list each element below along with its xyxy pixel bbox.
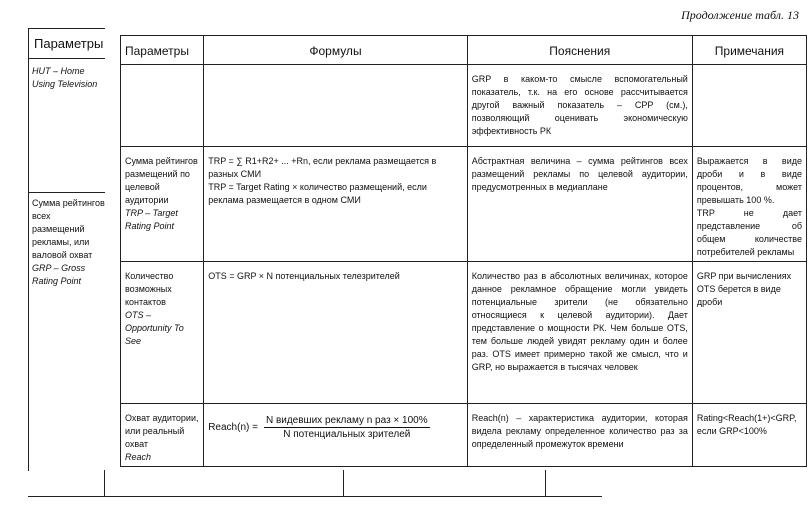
column-divider-2 (343, 470, 344, 496)
background-grp-cell (29, 192, 105, 288)
background-table-page (28, 28, 105, 471)
reach-param-abbr: Reach (125, 452, 152, 462)
header-formulas: Формулы (204, 36, 468, 65)
trp-formula-cell: TRP = ∑ R1+R2+ ... +Rn, если реклама размещается в разных СМИ TRP = Target Rating × количество размещений, если реклама размещается в одном СМИ (204, 147, 468, 262)
column-divider-3 (545, 470, 546, 496)
reach-formula-denominator: N потенциальных зрителей (283, 429, 411, 440)
column-divider-1 (104, 470, 105, 496)
trp-explanation-cell: Абстрактная величина – сумма рейтингов всех размещений рекламы по целевой аудитории, предусмотренных в медиаплане (467, 147, 692, 262)
table-row-ots (121, 262, 807, 404)
reach-formula (208, 406, 463, 441)
header-parameters: Параметры (121, 36, 204, 65)
table-row-trp (121, 147, 807, 262)
trp-param-abbr: TRP – Target Rating Point (125, 208, 178, 231)
background-grp-name: Сумма рейтингов всех размещений рекламы, или валовой охват (32, 198, 105, 260)
reach-formula-numerator: N видевших рекламу n раз × 100% (265, 415, 428, 426)
table-row-grp-continued (121, 65, 807, 147)
background-table-header: Параметры (29, 29, 105, 59)
reach-formula-fraction (264, 414, 430, 441)
reach-explanation-cell: Reach(n) – характеристика аудитории, которая видела рекламу определенное количество раз за определенный промежуток времени (467, 404, 692, 467)
reach-note-cell: Rating<Reach(1+)<GRP, если GRP<100% (692, 404, 806, 467)
ots-param-abbr: OTS – Opportunity To See (125, 310, 184, 346)
grp-param-cell (121, 65, 204, 147)
table-row-reach (121, 404, 807, 467)
background-grp-abbr: GRP – Gross Rating Point (32, 263, 86, 286)
grp-explanation-cell: GRP в каком-то смысле вспомогательный показатель, т.к. на его основе рассчитывается другой важный показатель – CPP (см.), позволяющий оценивать экономическую эффективность РК (467, 65, 692, 147)
header-notes: Примечания (692, 36, 806, 65)
table-continuation-caption: Продолжение табл. 13 (681, 8, 799, 22)
ots-param-name: Количество возможных контактов (125, 271, 174, 307)
reach-formula-cell (204, 404, 468, 467)
grp-note-cell (692, 65, 806, 147)
reach-param-name: Охват аудитории, или реальный охват (125, 413, 199, 449)
page-bottom-rule (28, 496, 602, 497)
trp-param-cell (121, 147, 204, 262)
grp-formula-cell (204, 65, 468, 147)
reach-param-cell (121, 404, 204, 467)
ots-note-cell: GRP при вычислениях OTS берется в виде дроби (692, 262, 806, 404)
table-header-row (121, 36, 807, 65)
ots-param-cell (121, 262, 204, 404)
trp-param-name: Сумма рейтингов размещений по целевой аудитории (125, 156, 198, 205)
trp-note-cell: Выражается в виде дроби и в виде процентов, может превышать 100 %. TRP не дает представление об общем количестве потребителей рекламы (692, 147, 806, 262)
background-hut-cell: HUT – Home Using Television (32, 66, 98, 89)
ots-formula-cell: OTS = GRP × N потенциальных телезрителей (204, 262, 468, 404)
media-metrics-table (120, 35, 807, 467)
ots-explanation-cell: Количество раз в абсолютных величинах, которое данное рекламное обращение могли увидеть потенциальные зрители (не обязательно относящиеся к целевой аудитории). Дает представление о мощности РК. Чем больше OTS, тем больше людей увидят рекламу один и более раз. OTS имеет примерно такой же смысл, что и GRP, но выражается в тысячах человек (467, 262, 692, 404)
header-explanations: Пояснения (467, 36, 692, 65)
reach-formula-lhs: Reach(n) = (208, 422, 258, 433)
